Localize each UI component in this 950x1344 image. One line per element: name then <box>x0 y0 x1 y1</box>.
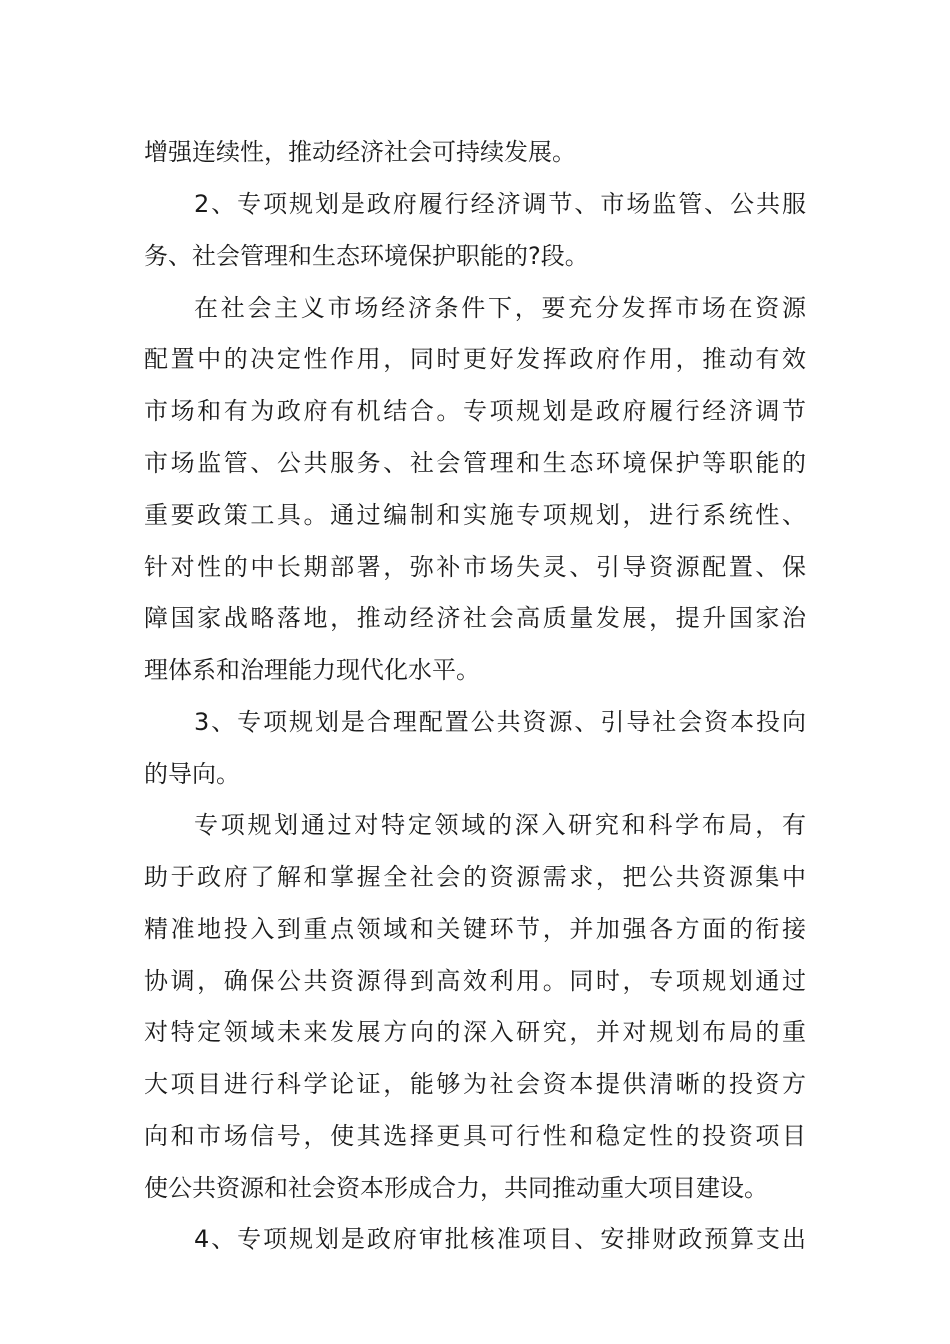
text-line: 专项规划通过对特定领域的深入研究和科学布局，有 <box>194 811 806 839</box>
text-line: 助于政府了解和掌握全社会的资源需求，把公共资源集中 <box>144 863 806 891</box>
text-line: 市场监管、公共服务、社会管理和生态环境保护等职能的 <box>144 449 806 477</box>
text-line: 障国家战略落地，推动经济社会高质量发展，提升国家治 <box>144 604 806 632</box>
heading-line: 2、专项规划是政府履行经济调节、市场监管、公共服 <box>194 190 806 218</box>
text-line: 理体系和治理能力现代化水平。 <box>144 656 480 684</box>
text-line: 精准地投入到重点领域和关键环节，并加强各方面的衔接 <box>144 915 806 943</box>
text-line: 对特定领域未来发展方向的深入研究，并对规划布局的重 <box>144 1018 806 1046</box>
text-line: 市场和有为政府有机结合。专项规划是政府履行经济调节 <box>144 397 806 425</box>
text-line: 在社会主义市场经济条件下，要充分发挥市场在资源 <box>194 294 806 322</box>
heading-line: 3、专项规划是合理配置公共资源、引导社会资本投向 <box>194 708 806 736</box>
text-line: 增强连续性，推动经济社会可持续发展。 <box>144 138 576 166</box>
text-line: 重要政策工具。通过编制和实施专项规划，进行系统性、 <box>144 501 806 529</box>
heading-line: 4、专项规划是政府审批核准项目、安排财政预算支出 <box>194 1225 806 1253</box>
text-line: 协调，确保公共资源得到高效利用。同时，专项规划通过 <box>144 967 806 995</box>
text-line: 使公共资源和社会资本形成合力，共同推动重大项目建设。 <box>144 1174 768 1202</box>
text-line: 配置中的决定性作用，同时更好发挥政府作用，推动有效 <box>144 345 806 373</box>
text-line: 向和市场信号，使其选择更具可行性和稳定性的投资项目 <box>144 1122 806 1150</box>
heading-line: 务、社会管理和生态环境保护职能的?段。 <box>144 242 589 270</box>
text-line: 针对性的中长期部署，弥补市场失灵、引导资源配置、保 <box>144 553 806 581</box>
text-line: 大项目进行科学论证，能够为社会资本提供清晰的投资方 <box>144 1070 806 1098</box>
heading-line: 的导向。 <box>144 760 240 788</box>
